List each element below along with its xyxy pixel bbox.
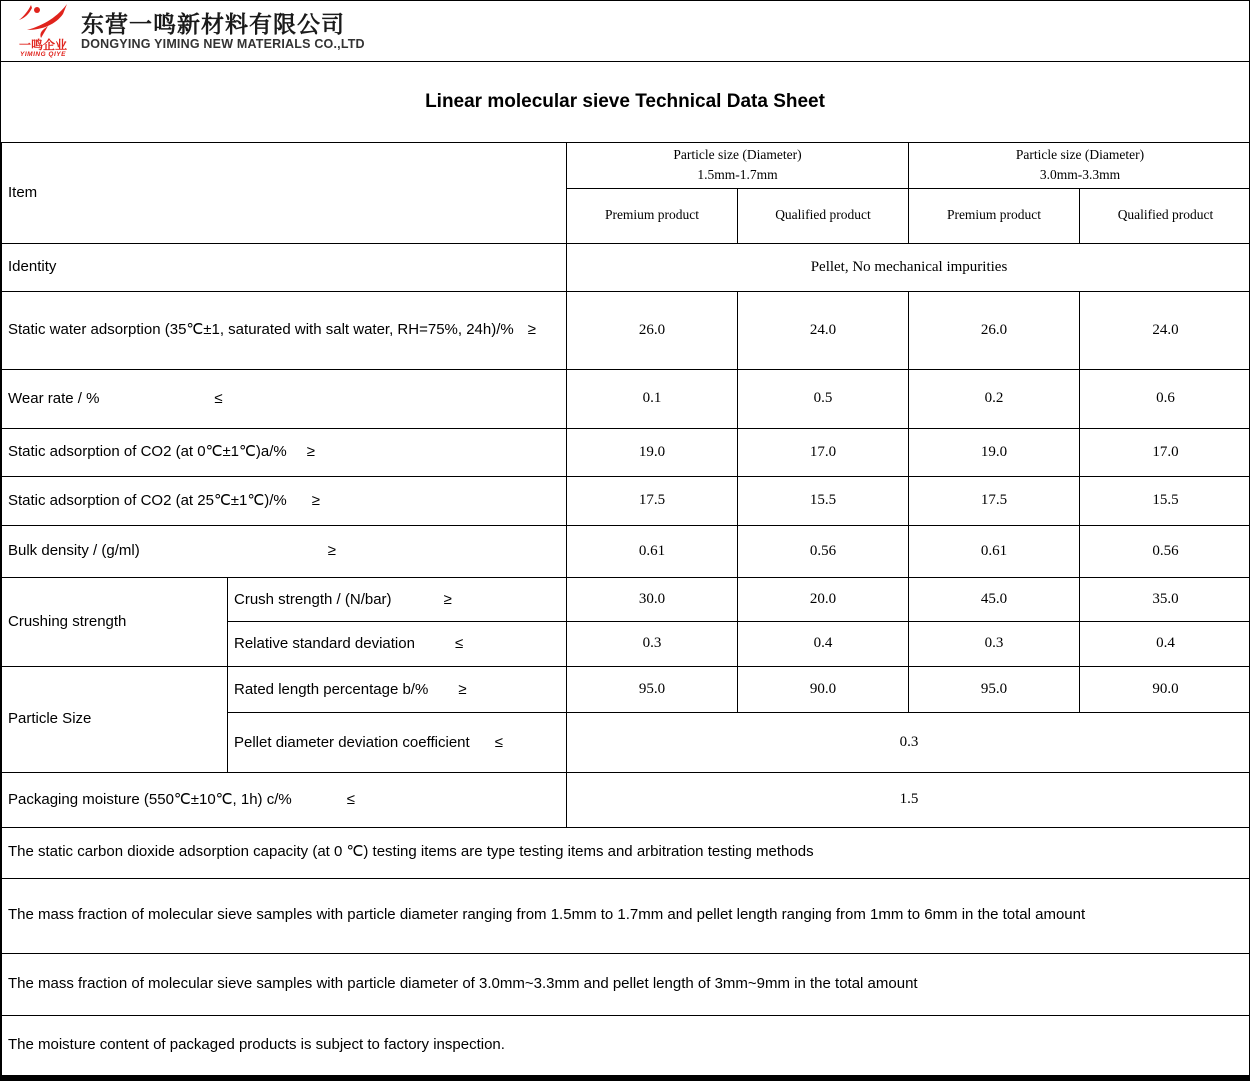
row-label-cell: Packaging moisture (550℃±10℃, 1h) c/% ≤ xyxy=(2,772,567,827)
value-cell: 0.61 xyxy=(567,525,738,577)
value-cell: 17.5 xyxy=(567,476,738,525)
value-cell: 15.5 xyxy=(1080,476,1250,525)
group-label-cell: Particle Size xyxy=(2,666,228,772)
operator-symbol: ≤ xyxy=(494,733,503,751)
subcol-header: Premium product xyxy=(909,188,1080,243)
table-row-co2-25c xyxy=(2,476,1250,525)
note-text: The mass fraction of molecular sieve samples with particle diameter of 3.0mm~3.3mm and pellet length of 3mm~9mm in the total amount xyxy=(2,953,1250,1015)
table-row-co2-0c xyxy=(2,428,1250,476)
table-row-identity xyxy=(2,243,1250,291)
subrow-label-cell: Crush strength / (N/bar) ≥ xyxy=(228,577,567,621)
value-cell: 0.56 xyxy=(738,525,909,577)
value-cell: 0.5 xyxy=(738,369,909,428)
bottom-border-bar xyxy=(1,1076,1249,1081)
value-cell: 35.0 xyxy=(1080,577,1250,621)
value-cell: 24.0 xyxy=(738,291,909,369)
col-group-1-subtitle: 1.5mm-1.7mm xyxy=(697,167,778,183)
table-row-rated-length xyxy=(2,666,1250,712)
col-group-1-header xyxy=(567,143,909,189)
subcol-header: Qualified product xyxy=(1080,188,1250,243)
operator-symbol: ≤ xyxy=(214,389,223,407)
merged-value-cell: 0.3 xyxy=(567,712,1250,772)
subrow-label-cell: Relative standard deviation ≤ xyxy=(228,621,567,666)
note-row xyxy=(2,827,1250,878)
table-header-row-groups xyxy=(2,143,1250,189)
value-cell: 0.61 xyxy=(909,525,1080,577)
value-cell: 17.5 xyxy=(909,476,1080,525)
note-row xyxy=(2,953,1250,1015)
subcol-header: Qualified product xyxy=(738,188,909,243)
row-label-cell: Static adsorption of CO2 (at 25℃±1℃)/% ≥ xyxy=(2,476,567,525)
value-cell: 90.0 xyxy=(1080,666,1250,712)
note-row xyxy=(2,878,1250,953)
company-logo xyxy=(15,4,71,59)
col-group-1-title: Particle size (Diameter) xyxy=(673,147,802,162)
value-cell: 0.3 xyxy=(909,621,1080,666)
subrow-label-cell: Rated length percentage b/% ≥ xyxy=(228,666,567,712)
col-group-2-subtitle: 3.0mm-3.3mm xyxy=(1039,167,1121,183)
row-label-cell: Bulk density / (g/ml) ≥ xyxy=(2,525,567,577)
operator-symbol: ≥ xyxy=(527,321,536,339)
identity-value-cell: Pellet, No mechanical impurities xyxy=(567,243,1250,291)
note-row xyxy=(2,1015,1250,1075)
merged-value-cell: 1.5 xyxy=(567,772,1250,827)
swoosh-logo-icon xyxy=(17,4,69,38)
subcol-header: Premium product xyxy=(567,188,738,243)
group-label-cell: Crushing strength xyxy=(2,577,228,666)
value-cell: 17.0 xyxy=(738,428,909,476)
value-cell: 19.0 xyxy=(567,428,738,476)
value-cell: 0.4 xyxy=(1080,621,1250,666)
operator-symbol: ≥ xyxy=(458,680,467,698)
value-cell: 0.56 xyxy=(1080,525,1250,577)
value-cell: 0.3 xyxy=(567,621,738,666)
subrow-label-cell: Pellet diameter deviation coefficient ≤ xyxy=(228,712,567,772)
header-band xyxy=(1,1,1249,62)
item-header-cell: Item xyxy=(2,143,567,244)
value-cell: 26.0 xyxy=(567,291,738,369)
value-cell: 30.0 xyxy=(567,577,738,621)
logo-text-en: YIMING QIYE xyxy=(20,50,66,58)
value-cell: 45.0 xyxy=(909,577,1080,621)
row-label-cell: Wear rate / % ≤ xyxy=(2,369,567,428)
spec-table xyxy=(1,142,1250,1076)
row-label-cell: Static water adsorption (35℃±1, saturated with salt water, RH=75%, 24h)/% ≥ xyxy=(2,291,567,369)
company-name-en: DONGYING YIMING NEW MATERIALS CO.,LTD xyxy=(81,37,365,52)
value-cell: 95.0 xyxy=(567,666,738,712)
operator-symbol: ≥ xyxy=(311,491,320,509)
note-text: The mass fraction of molecular sieve samples with particle diameter ranging from 1.5mm to 1.7mm and pellet length ranging from 1mm to 6mm in the total amount xyxy=(2,878,1250,953)
company-names xyxy=(81,11,365,51)
row-label-cell: Static adsorption of CO2 (at 0℃±1℃)a/% ≥ xyxy=(2,428,567,476)
logo-text-cn: 一鸣企业 xyxy=(18,37,67,52)
note-text: The static carbon dioxide adsorption capacity (at 0 ℃) testing items are type testing items and arbitration testing methods xyxy=(2,827,1250,878)
value-cell: 26.0 xyxy=(909,291,1080,369)
value-cell: 0.6 xyxy=(1080,369,1250,428)
value-cell: 19.0 xyxy=(909,428,1080,476)
operator-symbol: ≤ xyxy=(346,790,355,808)
operator-symbol: ≥ xyxy=(443,590,452,608)
note-text: The moisture content of packaged products is subject to factory inspection. xyxy=(2,1015,1250,1075)
operator-symbol: ≥ xyxy=(327,542,336,560)
table-row-packaging-moisture xyxy=(2,772,1250,827)
page-title: Linear molecular sieve Technical Data Sheet xyxy=(425,91,825,112)
table-row-static-water xyxy=(2,291,1250,369)
table-row-bulk-density xyxy=(2,525,1250,577)
operator-symbol: ≤ xyxy=(454,635,464,652)
value-cell: 17.0 xyxy=(1080,428,1250,476)
value-cell: 24.0 xyxy=(1080,291,1250,369)
col-group-2-header xyxy=(909,143,1250,189)
value-cell: 0.2 xyxy=(909,369,1080,428)
row-label-cell: Identity xyxy=(2,243,567,291)
value-cell: 0.1 xyxy=(567,369,738,428)
title-band xyxy=(1,62,1249,142)
value-cell: 90.0 xyxy=(738,666,909,712)
table-row-wear-rate xyxy=(2,369,1250,428)
col-group-2-title: Particle size (Diameter) xyxy=(1015,147,1145,162)
value-cell: 0.4 xyxy=(738,621,909,666)
value-cell: 95.0 xyxy=(909,666,1080,712)
company-name-cn: 东营一鸣新材料有限公司 xyxy=(81,10,345,37)
value-cell: 15.5 xyxy=(738,476,909,525)
value-cell: 20.0 xyxy=(738,577,909,621)
operator-symbol: ≥ xyxy=(306,443,315,461)
table-row-crush-strength xyxy=(2,577,1250,621)
